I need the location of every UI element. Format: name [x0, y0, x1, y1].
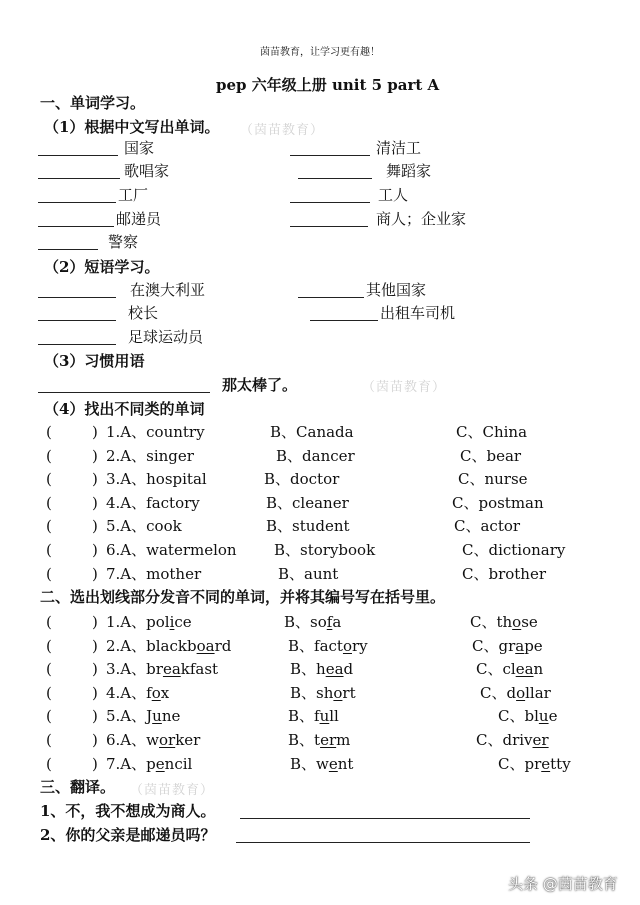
- header-note: 茵苗教育，让学习更有趣！: [260, 47, 380, 58]
- phonics-a: [106, 660, 218, 678]
- word-part: B、w: [290, 755, 329, 773]
- phonics-b: [288, 637, 368, 655]
- word-part: e: [548, 707, 558, 725]
- paren-open: (: [46, 613, 52, 631]
- paren-open: (: [46, 565, 52, 583]
- paren-close: ): [92, 470, 98, 488]
- paren-open: (: [46, 494, 52, 512]
- section1-heading: 一、单词学习。: [40, 94, 146, 112]
- underlined-sound: e: [155, 755, 165, 773]
- underlined-sound: er: [532, 731, 549, 749]
- word-part: a: [332, 613, 342, 631]
- option-c: C、actor: [454, 517, 521, 535]
- answer-blank[interactable]: [38, 320, 116, 321]
- word-part: B、t: [288, 731, 321, 749]
- paren-close: ): [92, 423, 98, 441]
- watermark: （茵苗教育）: [362, 380, 447, 395]
- option-a: 1.A、country: [106, 423, 205, 441]
- option-a: 2.A、singer: [106, 447, 194, 465]
- option-c: C、brother: [462, 565, 547, 583]
- word-part: C、bl: [498, 707, 539, 725]
- underlined-sound: u: [319, 707, 330, 725]
- underlined-sound: e: [328, 755, 338, 773]
- paren-close: ): [92, 565, 98, 583]
- option-b: B、aunt: [278, 565, 339, 583]
- paren-close: ): [92, 707, 98, 725]
- word-prompt: 工人: [378, 186, 409, 204]
- word-part: ll: [329, 707, 339, 725]
- phonics-b: [290, 755, 353, 773]
- phrase-prompt: 其他国家: [366, 281, 427, 299]
- paren-close: ): [92, 731, 98, 749]
- word-part: n: [533, 660, 544, 678]
- word-part: C、gr: [472, 637, 516, 655]
- word-part: ry: [351, 637, 368, 655]
- underlined-sound: a: [515, 637, 525, 655]
- word-prompt: 清洁工: [376, 139, 422, 157]
- section1-sub1: （1）根据中文写出单词。: [44, 118, 220, 136]
- option-b: B、cleaner: [266, 494, 349, 512]
- word-part: J: [146, 707, 153, 725]
- phonics-c: [480, 684, 551, 702]
- word-prompt: 国家: [124, 139, 155, 157]
- phonics-number: 3.A、: [106, 660, 147, 678]
- phonics-a: [106, 684, 169, 702]
- paren-open: (: [46, 731, 52, 749]
- underlined-sound: f: [326, 613, 333, 631]
- phonics-b: [290, 660, 353, 678]
- underlined-sound: or: [159, 731, 176, 749]
- paren-close: ): [92, 637, 98, 655]
- underlined-sound: o: [151, 684, 161, 702]
- page-title: pep 六年级上册 unit 5 part A: [216, 76, 440, 94]
- answer-blank[interactable]: [38, 344, 116, 345]
- translation-item: 2、你的父亲是邮递员吗？: [40, 826, 216, 844]
- word-part: m: [336, 731, 351, 749]
- word-part: ce: [174, 613, 192, 631]
- paren-close: ): [92, 660, 98, 678]
- option-c: C、postman: [452, 494, 544, 512]
- underlined-sound: ea: [515, 660, 534, 678]
- word-part: se: [521, 613, 538, 631]
- answer-blank[interactable]: [298, 297, 364, 298]
- word-part: ker: [175, 731, 201, 749]
- phrase-prompt: 在澳大利亚: [130, 281, 206, 299]
- option-a: 5.A、cook: [106, 517, 182, 535]
- section1-sub3: （3）习惯用语: [44, 352, 145, 370]
- word-part: C、th: [470, 613, 513, 631]
- word-part: B、f: [288, 707, 320, 725]
- word-part: pol: [146, 613, 170, 631]
- phrase-prompt: 出租车司机: [380, 304, 456, 322]
- underlined-sound: ea: [162, 660, 181, 678]
- word-part: C、d: [480, 684, 517, 702]
- paren-open: (: [46, 470, 52, 488]
- phonics-c: [476, 731, 549, 749]
- answer-blank[interactable]: [38, 226, 114, 227]
- translation-answer-line[interactable]: [240, 818, 530, 819]
- word-part: f: [146, 684, 152, 702]
- phonics-number: 4.A、: [106, 684, 147, 702]
- option-b: B、student: [266, 517, 350, 535]
- paren-open: (: [46, 517, 52, 535]
- section1-sub4: （4）找出不同类的单词: [44, 400, 205, 418]
- word-prompt: 工厂: [118, 186, 149, 204]
- answer-blank[interactable]: [38, 297, 116, 298]
- word-prompt: 歌唱家: [124, 162, 170, 180]
- idiom-prompt: 那太棒了。: [222, 376, 298, 394]
- paren-open: (: [46, 541, 52, 559]
- option-b: B、doctor: [264, 470, 340, 488]
- answer-blank[interactable]: [290, 202, 370, 203]
- word-part: d: [343, 660, 354, 678]
- answer-blank[interactable]: [310, 320, 378, 321]
- phonics-c: [470, 613, 538, 631]
- option-a: 7.A、mother: [106, 565, 202, 583]
- word-part: br: [146, 660, 163, 678]
- word-part: C、cl: [476, 660, 516, 678]
- footer-tag: 头条 @茵苗教育: [508, 875, 618, 893]
- paren-open: (: [46, 755, 52, 773]
- phonics-c: [498, 755, 571, 773]
- paren-open: (: [46, 707, 52, 725]
- phonics-c: [476, 660, 543, 678]
- word-prompt: 警察: [108, 233, 139, 251]
- underlined-sound: o: [512, 613, 522, 631]
- paren-close: ): [92, 613, 98, 631]
- paren-open: (: [46, 447, 52, 465]
- phonics-number: 7.A、: [106, 755, 147, 773]
- paren-open: (: [46, 637, 52, 655]
- underlined-sound: o: [516, 684, 526, 702]
- phonics-a: [106, 637, 231, 655]
- paren-close: ): [92, 755, 98, 773]
- paren-close: ): [92, 447, 98, 465]
- word-part: p: [146, 755, 156, 773]
- watermark: （茵苗教育）: [240, 123, 325, 138]
- phonics-number: 5.A、: [106, 707, 147, 725]
- option-c: C、China: [456, 423, 528, 441]
- word-part: w: [146, 731, 159, 749]
- option-b: B、dancer: [276, 447, 355, 465]
- paren-close: ): [92, 684, 98, 702]
- word-part: B、h: [290, 660, 326, 678]
- underlined-sound: oa: [196, 637, 215, 655]
- word-part: C、pr: [498, 755, 542, 773]
- option-a: 3.A、hospital: [106, 470, 207, 488]
- answer-blank[interactable]: [38, 155, 118, 156]
- word-part: B、sh: [290, 684, 334, 702]
- underlined-sound: o: [333, 684, 343, 702]
- word-part: nt: [337, 755, 354, 773]
- answer-blank[interactable]: [38, 249, 98, 250]
- word-part: C、driv: [476, 731, 533, 749]
- paren-open: (: [46, 423, 52, 441]
- option-a: 6.A、watermelon: [106, 541, 237, 559]
- phonics-c: [498, 707, 557, 725]
- word-part: llar: [525, 684, 551, 702]
- answer-blank[interactable]: [38, 202, 116, 203]
- answer-blank[interactable]: [38, 178, 120, 179]
- paren-close: ): [92, 494, 98, 512]
- option-a: 4.A、factory: [106, 494, 200, 512]
- word-part: pe: [524, 637, 543, 655]
- word-part: B、fact: [288, 637, 343, 655]
- answer-blank[interactable]: [290, 226, 368, 227]
- phonics-a: [106, 731, 200, 749]
- word-part: blackb: [146, 637, 197, 655]
- translation-answer-line[interactable]: [236, 842, 530, 843]
- option-c: C、dictionary: [462, 541, 566, 559]
- phonics-b: [288, 731, 350, 749]
- option-b: B、storybook: [274, 541, 376, 559]
- word-part: x: [160, 684, 170, 702]
- word-part: rd: [214, 637, 232, 655]
- phonics-b: [284, 613, 341, 631]
- word-part: rt: [342, 684, 356, 702]
- underlined-sound: o: [342, 637, 352, 655]
- phonics-c: [472, 637, 543, 655]
- phonics-b: [290, 684, 356, 702]
- word-part: ncil: [164, 755, 193, 773]
- phonics-b: [288, 707, 339, 725]
- phonics-a: [106, 707, 180, 725]
- word-part: kfast: [180, 660, 219, 678]
- word-part: tty: [550, 755, 571, 773]
- word-part: ne: [161, 707, 181, 725]
- paren-open: (: [46, 660, 52, 678]
- phrase-prompt: 校长: [128, 304, 159, 322]
- underlined-sound: u: [538, 707, 549, 725]
- phonics-a: [106, 755, 192, 773]
- underlined-sound: e: [541, 755, 551, 773]
- phonics-a: [106, 613, 192, 631]
- option-b: B、Canada: [270, 423, 354, 441]
- section3-heading: 三、翻译。: [40, 778, 116, 796]
- paren-open: (: [46, 684, 52, 702]
- answer-blank[interactable]: [38, 392, 210, 393]
- translation-item: 1、不，我不想成为商人。: [40, 802, 216, 820]
- phonics-number: 6.A、: [106, 731, 147, 749]
- word-prompt: 舞蹈家: [386, 162, 432, 180]
- word-part: B、so: [284, 613, 327, 631]
- option-c: C、bear: [460, 447, 522, 465]
- watermark: （茵苗教育）: [130, 783, 215, 798]
- phonics-number: 1.A、: [106, 613, 147, 631]
- underlined-sound: er: [320, 731, 337, 749]
- paren-close: ): [92, 541, 98, 559]
- answer-blank[interactable]: [298, 178, 372, 179]
- underlined-sound: u: [152, 707, 162, 725]
- underlined-sound: i: [169, 613, 175, 631]
- paren-close: ): [92, 517, 98, 535]
- answer-blank[interactable]: [290, 155, 370, 156]
- phrase-prompt: 足球运动员: [128, 328, 204, 346]
- word-prompt: 邮递员: [116, 210, 162, 228]
- word-prompt: 商人；企业家: [376, 210, 467, 228]
- underlined-sound: ea: [325, 660, 344, 678]
- section1-sub2: （2）短语学习。: [44, 258, 160, 276]
- option-c: C、nurse: [458, 470, 528, 488]
- section2-heading: 二、选出划线部分发音不同的单词，并将其编号写在括号里。: [40, 588, 446, 606]
- phonics-number: 2.A、: [106, 637, 147, 655]
